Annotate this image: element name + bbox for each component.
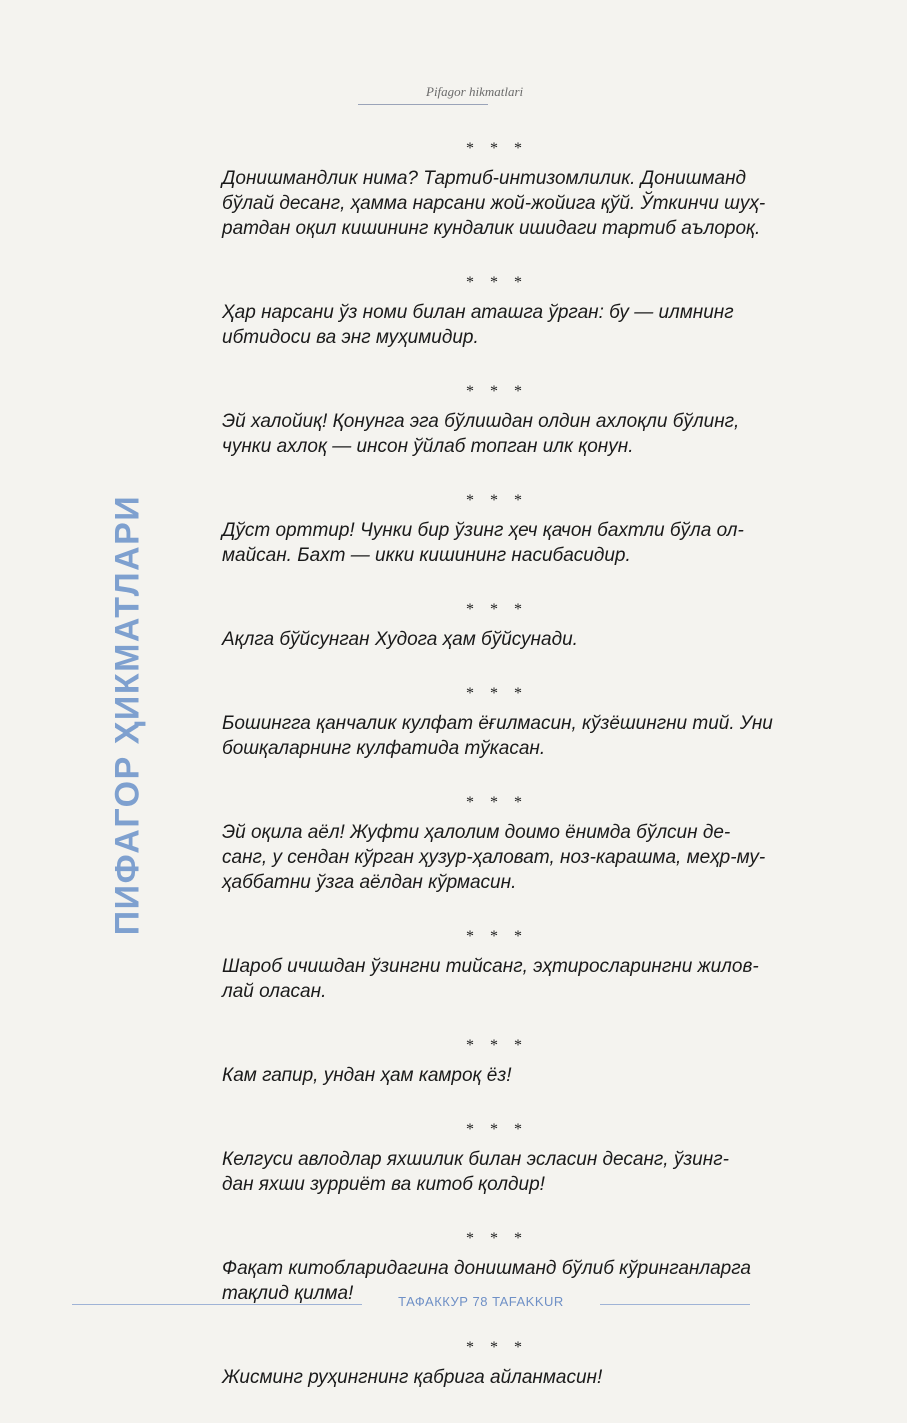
header-divider xyxy=(358,104,488,105)
aphorism-line: ҳаббатни ўзга аёлдан кўрмасин. xyxy=(222,872,517,893)
aphorism-line: бошқаларнинг кулфатида тўкасан. xyxy=(222,738,546,759)
separator-stars: * * * xyxy=(466,1037,528,1054)
side-title xyxy=(98,480,158,950)
aphorism-line: Келгуси авлодлар яхшилик билан эсласин десанг, ўзинг- xyxy=(222,1149,729,1170)
separator-stars: * * * xyxy=(466,601,528,618)
aphorism xyxy=(222,166,842,241)
separator-stars: * * * xyxy=(466,492,528,509)
aphorism xyxy=(222,1147,842,1197)
aphorism-line: Эй оқила аёл! Жуфти ҳалолим доимо ёнимда бўлсин де- xyxy=(222,822,731,843)
aphorism xyxy=(222,954,842,1004)
aphorism xyxy=(222,1063,842,1088)
aphorism-line: Шароб ичишдан ўзингни тийсанг, эҳтиросларингни жилов- xyxy=(222,956,759,977)
aphorism-line: ибтидоси ва энг муҳимидир. xyxy=(222,327,479,348)
aphorism-line: Бошингга қанчалик кулфат ёғилмасин, кўзёшингни тий. Уни xyxy=(222,713,773,734)
separator-stars: * * * xyxy=(466,1230,528,1247)
separator-stars: * * * xyxy=(466,1339,528,1356)
aphorism-line: Фақат китобларидагина донишманд бўлиб кўринганларга xyxy=(222,1258,751,1279)
aphorism-line: бўлай десанг, ҳамма нарсани жой-жойига қўй. Ўткинчи шуҳ- xyxy=(222,193,766,214)
aphorism-line: лай оласан. xyxy=(222,981,327,1002)
aphorism-line: майсан. Бахт — икки кишининг насибасидир. xyxy=(222,545,631,566)
aphorism xyxy=(222,627,842,652)
aphorism-line: Ақлга бўйсунган Худога ҳам бўйсунади. xyxy=(222,629,578,650)
aphorism-line: Эй халойиқ! Қонунга эга бўлишдан олдин ахлоқли бўлинг, xyxy=(222,411,740,432)
aphorism-line: Донишмандлик нима? Тартиб-интизомлилик. Донишманд xyxy=(222,168,747,189)
separator-stars: * * * xyxy=(466,1121,528,1138)
footer-rule-right xyxy=(600,1304,750,1305)
running-header: Pifagor hikmatlari xyxy=(426,84,524,99)
aphorism-line: чунки ахлоқ — инсон ўйлаб топган илк қонун. xyxy=(222,436,634,457)
aphorism-line: дан яхши зурриёт ва китоб қолдир! xyxy=(222,1174,545,1195)
separator-stars: * * * xyxy=(466,794,528,811)
footer-magazine-latin: TAFAKKUR xyxy=(492,1294,564,1309)
aphorism-line: Кам гапир, ундан ҳам камроқ ёз! xyxy=(222,1065,512,1086)
aphorism-line: санг, у сендан кўрган ҳузур-ҳаловат, ноз-карашма, меҳр-му- xyxy=(222,847,766,868)
aphorism xyxy=(222,518,842,568)
separator-stars: * * * xyxy=(466,140,528,157)
aphorism-line: Ҳар нарсани ўз номи билан аташга ўрган: бу — илмнинг xyxy=(222,302,734,323)
side-title-text: ПИФАГОР ҲИКМАТЛАРИ xyxy=(108,494,147,936)
aphorism-line: тақлид қилма! xyxy=(222,1283,354,1304)
separator-stars: * * * xyxy=(466,383,528,400)
page-footer xyxy=(0,1294,907,1314)
aphorism xyxy=(222,409,842,459)
quotes-column xyxy=(222,140,842,1423)
footer-text xyxy=(368,1294,594,1309)
footer-rule-left xyxy=(72,1304,362,1305)
aphorism xyxy=(222,820,842,895)
footer-magazine-cyrillic: ТАФАККУР xyxy=(398,1294,469,1309)
aphorism xyxy=(222,711,842,761)
page-number: 78 xyxy=(472,1294,489,1309)
aphorism-line: Дўст орттир! Чунки бир ўзинг ҳеч қачон бахтли бўла ол- xyxy=(222,520,744,541)
separator-stars: * * * xyxy=(466,274,528,291)
aphorism-line: Жисминг руҳингнинг қабрига айланмасин! xyxy=(222,1367,603,1388)
separator-stars: * * * xyxy=(466,685,528,702)
aphorism xyxy=(222,300,842,350)
aphorism xyxy=(222,1365,842,1390)
separator-stars: * * * xyxy=(466,928,528,945)
aphorism-line: ратдан оқил кишининг кундалик ишидаги тартиб аълороқ. xyxy=(222,218,761,239)
